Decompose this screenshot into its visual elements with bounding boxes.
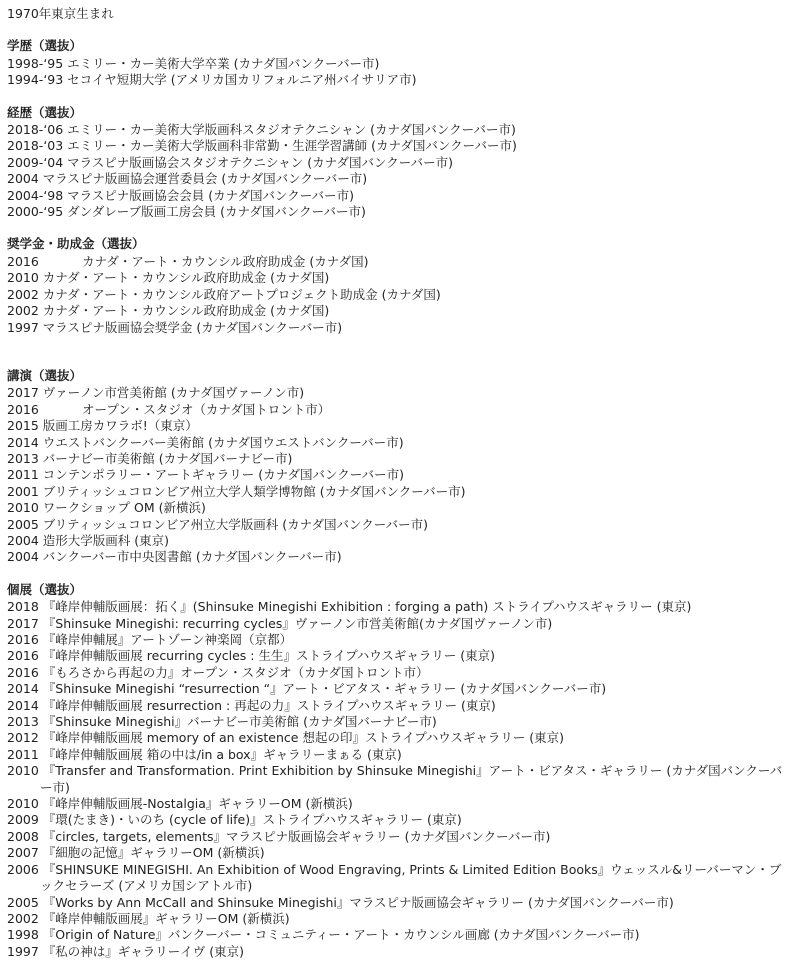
cv-page [7,6,790,960]
solo-item: 2016 『峰岸伸輔展』アートゾーン神楽岡（京都） [7,632,293,647]
lectures-item-year: 2016 [7,401,39,417]
grants-item: 2010 カナダ・アート・カウンシル政府助成金 (カナダ国) [7,270,330,286]
solo-item: 2002 『峰岸伸輔版画展』ギャラリーOM (新横浜) [7,910,290,926]
lectures-item: 2001 ブリティッシュコロンビア州立大学人類学博物館 (カナダ国バンクーバー市) [7,483,466,499]
solo-item: 2016 『峰岸伸輔版画展 recurring cycles : 生生』ストライプハウスギャラリー (東京) [7,648,496,664]
lectures-item: 2005 ブリティッシュコロンビア州立大学版画科 (カナダ国バンクーバー市) [7,516,429,532]
grants-section [7,236,790,335]
lectures-item: 2004 造形大学版画科 (東京) [7,532,170,548]
education-heading: 学歴（選抜） [7,38,83,54]
solo-item: 2017 『Shinsuke Minegishi: recurring cycles』ヴァーノン市営美術館(カナダ国ヴァーノン市) [7,615,553,631]
career-item: 2000-‘95 ダンダレーブ版画工房会員 (カナダ国バンクーバー市) [7,204,366,220]
solo-item: 2010 『Transfer and Transformation. Print Exhibition by Shinsuke Minegishi』アート・ビアタス・ギャラリー (カナダ国バンクーバー市) [7,763,783,795]
solo-item: 2006 『SHINSUKE MINEGISHI. An Exhibition of Wood Engraving, Prints & Limited Edition Books』ウェッスル&リーバーマン・ブックセラーズ (アメリカ国シアトル市) [7,861,782,894]
lectures-item: 2015 版画工房カワラボ!（東京） [7,418,198,434]
career-item: 2004 マラスピナ版画協会運営委員会 (カナダ国バンクーバー市) [7,171,368,187]
lectures-item: 2004 バンクーバー市中央図書館 (カナダ国バンクーバー市) [7,549,342,565]
solo-section [7,582,790,960]
grants-item: 1997 マラスピナ版画協会奨学金 (カナダ国バンクーバー市) [7,319,343,335]
solo-item: 2008 『circles, targets, elements』マラスピナ版画協会ギャラリー (カナダ国バンクーバー市) [7,828,551,844]
education-item: 1994-‘93 セコイヤ短期大学 (アメリカ国カリフォルニア州バイサリア市) [7,72,417,88]
solo-item: 2012 『峰岸伸輔版画展 memory of an existence 想起の印』ストライプハウスギャラリー (東京) [7,730,565,746]
solo-item: 2010 『峰岸伸輔版画展-Nostalgia』ギャラリーOM (新横浜) [7,796,353,812]
solo-item: 2009 『環(たまき)・いのち (cycle of life)』ストライプハウスギャラリー (東京) [7,812,462,828]
birth-line: 1970年東京生まれ [7,6,114,21]
lectures-item: 2011 コンテンポラリー・アートギャラリー (カナダ国バンクーバー市) [7,467,405,483]
career-item: 2004-‘98 マラスピナ版画協会会員 (カナダ国バンクーバー市) [7,187,355,203]
grants-item: 2002 カナダ・アート・カウンシル政府アートプロジェクト助成金 (カナダ国) [7,286,441,302]
solo-item: 2016 『もろさから再起の力』オープン・スタジオ（カナダ国トロント市） [7,664,429,680]
lectures-section [7,368,790,566]
solo-item: 2007 『細胞の記憶』ギャラリーOM (新横浜) [7,845,265,861]
grants-item [7,254,790,270]
solo-item: 2005 『Works by Ann McCall and Shinsuke Minegishi』マラスピナ版画協会ギャラリー (カナダ国バンクーバー市) [7,894,674,910]
solo-item: 2014 『Shinsuke Minegishi “resurrection “』アート・ビアタス・ギャラリー (カナダ国バンクーバー市) [7,681,607,697]
education-section [7,38,790,88]
education-item: 1998-‘95 エミリー・カー美術大学卒業 (カナダ国バンクーバー市) [7,55,380,71]
lectures-item [7,402,790,418]
solo-item: 2018 『峰岸伸輔版画展：拓く』(Shinsuke Minegishi Exhibition : forging a path) ストライプハウスギャラリー (東京) [7,599,692,615]
career-heading: 経歴（選抜） [7,104,83,120]
solo-heading: 個展（選抜） [7,581,83,597]
grants-heading: 奨学金・助成金（選抜） [7,236,145,252]
solo-item: 2011 『峰岸伸輔版画展 箱の中は/in a box』ギャラリーまぁる (東京) [7,746,402,762]
lectures-item: 2014 ウエストバンクーバー美術館 (カナダ国ウエストバンクーバー市) [7,434,404,450]
solo-item: 1998 『Origin of Nature』バンクーバー・コミュニティー・アート・カウンシル画廊 (カナダ国バンクーバー市) [7,927,640,943]
career-section [7,105,790,221]
lectures-item-text: オープン・スタジオ（カナダ国トロント市） [82,401,331,417]
career-item: 2018-‘06 エミリー・カー美術大学版画科スタジオテクニシャン (カナダ国バンクーバー市) [7,122,516,138]
lectures-item: 2010 ワークショップ OM (新横浜) [7,500,206,516]
grants-item-text: カナダ・アート・カウンシル政府助成金 (カナダ国) [82,253,369,269]
solo-item: 1997 『私の神は』ギャラリーイヴ (東京) [7,943,245,959]
lectures-item: 2017 ヴァーノン市営美術館 (カナダ国ヴァーノン市) [7,385,305,401]
solo-item: 2013 『Shinsuke Minegishi』バーナビー市美術館 (カナダ国バーナビー市) [7,714,437,730]
grants-item-year: 2016 [7,253,39,269]
grants-item: 2002 カナダ・アート・カウンシル政府助成金 (カナダ国) [7,303,330,319]
career-item: 2009-‘04 マラスピナ版画協会スタジオテクニシャン (カナダ国バンクーバー市) [7,154,454,170]
career-item: 2018-‘03 エミリー・カー美術大学版画科非常勤・生涯学習講師 (カナダ国バンクーバー市) [7,138,517,154]
lectures-item: 2013 バーナビー市美術館 (カナダ国バーナビー市) [7,450,293,466]
solo-item: 2014 『峰岸伸輔版画展 resurrection : 再起の力』ストライプハウスギャラリー (東京) [7,697,496,713]
lectures-heading: 講演（選抜） [7,367,83,383]
